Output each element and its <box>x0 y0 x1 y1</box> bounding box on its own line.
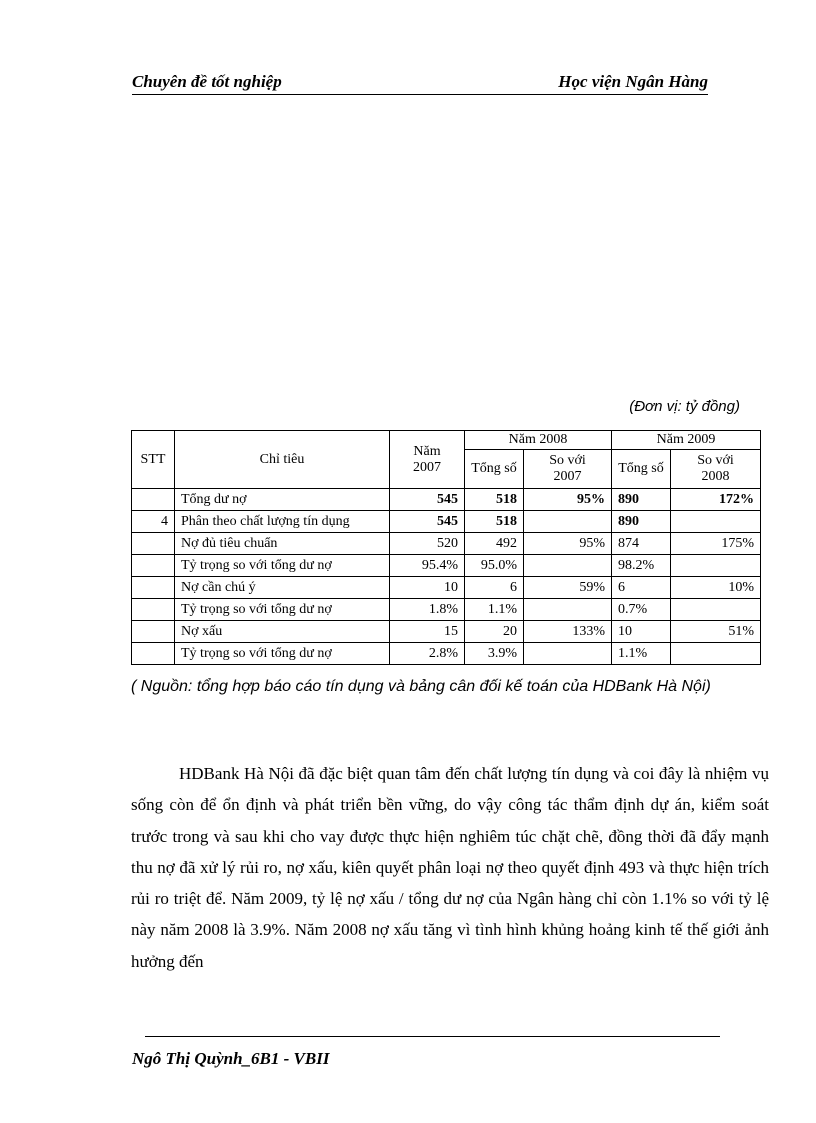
table-row <box>132 555 761 577</box>
row-value-2007: 10 <box>390 577 465 599</box>
row-cmp-2009: 172% <box>671 489 761 511</box>
header-group-2009: Năm 2009 <box>612 431 761 450</box>
header-stt: STT <box>132 431 175 489</box>
row-value-2007: 545 <box>390 511 465 533</box>
row-cmp-2009: 10% <box>671 577 761 599</box>
row-total-2009: 6 <box>612 577 671 599</box>
row-label: Tổng dư nợ <box>175 489 390 511</box>
row-label: Nợ cần chú ý <box>175 577 390 599</box>
row-cmp-2009 <box>671 555 761 577</box>
row-cmp-2008: 95% <box>524 533 612 555</box>
header-indicator: Chỉ tiêu <box>175 431 390 489</box>
row-cmp-2008: 133% <box>524 621 612 643</box>
table-row <box>132 511 761 533</box>
table-row <box>132 643 761 665</box>
header-total-2009: Tổng số <box>612 450 671 489</box>
table-row <box>132 577 761 599</box>
row-total-2009: 874 <box>612 533 671 555</box>
row-total-2009: 98.2% <box>612 555 671 577</box>
row-stt: 4 <box>132 511 175 533</box>
row-total-2009: 0.7% <box>612 599 671 621</box>
row-total-2008: 518 <box>465 489 524 511</box>
row-cmp-2008 <box>524 643 612 665</box>
header-total-2008: Tổng số <box>465 450 524 489</box>
header-right-title: Học viện Ngân Hàng <box>558 72 708 91</box>
row-total-2009: 10 <box>612 621 671 643</box>
row-label: Nợ xấu <box>175 621 390 643</box>
row-cmp-2008: 59% <box>524 577 612 599</box>
header-group-2008: Năm 2008 <box>465 431 612 450</box>
row-stt <box>132 599 175 621</box>
footer-rule <box>145 1036 720 1037</box>
row-cmp-2009: 175% <box>671 533 761 555</box>
row-cmp-2009: 51% <box>671 621 761 643</box>
row-total-2008: 3.9% <box>465 643 524 665</box>
row-stt <box>132 555 175 577</box>
row-cmp-2009 <box>671 643 761 665</box>
table-body <box>132 489 761 665</box>
row-cmp-2008 <box>524 555 612 577</box>
row-total-2008: 518 <box>465 511 524 533</box>
row-cmp-2009 <box>671 599 761 621</box>
unit-note: (Đơn vị: tỷ đồng) <box>629 398 740 415</box>
row-value-2007: 1.8% <box>390 599 465 621</box>
credit-quality-table <box>131 430 761 665</box>
row-cmp-2009 <box>671 511 761 533</box>
row-total-2009: 890 <box>612 511 671 533</box>
page-footer: Ngô Thị Quỳnh_6B1 - VBII <box>132 1049 330 1068</box>
row-label: Phân theo chất lượng tín dụng <box>175 511 390 533</box>
row-label: Nợ đủ tiêu chuẩn <box>175 533 390 555</box>
header-cmp-2009: So với 2008 <box>671 450 761 489</box>
row-total-2008: 6 <box>465 577 524 599</box>
header-left-title: Chuyên đề tốt nghiệp <box>132 72 282 91</box>
row-cmp-2008 <box>524 511 612 533</box>
table-row <box>132 489 761 511</box>
header-2007: Năm 2007 <box>390 431 465 489</box>
row-stt <box>132 533 175 555</box>
table-row <box>132 533 761 555</box>
body-paragraph: HDBank Hà Nội đã đặc biệt quan tâm đến chất lượng tín dụng và coi đây là nhiệm vụ sống còn để ổn định và phát triển bền vững, do vậy công tác thẩm định dự án, kiểm soát trước trong và sau khi cho vay được thực hiện nghiêm túc chặt chẽ, đồng thời đã đẩy mạnh thu nợ đã xử lý rủi ro, nợ xấu, kiên quyết phân loại nợ theo quyết định 493 và thực hiện trích rủi ro triệt để. Năm 2009, tỷ lệ nợ xấu / tổng dư nợ của Ngân hàng chỉ còn 1.1% so với tỷ lệ này năm 2008 là 3.9%. Năm 2008 nợ xấu tăng vì tình hình khủng hoảng kinh tế thế giới ảnh hưởng đến <box>131 764 769 971</box>
header-cmp-2008: So với 2007 <box>524 450 612 489</box>
row-total-2009: 1.1% <box>612 643 671 665</box>
row-total-2009: 890 <box>612 489 671 511</box>
row-label: Tỷ trọng so với tổng dư nợ <box>175 555 390 577</box>
row-total-2008: 492 <box>465 533 524 555</box>
row-stt <box>132 577 175 599</box>
page-header <box>132 70 708 95</box>
row-value-2007: 15 <box>390 621 465 643</box>
row-stt <box>132 621 175 643</box>
row-label: Tỷ trọng so với tổng dư nợ <box>175 599 390 621</box>
row-label: Tỷ trọng so với tổng dư nợ <box>175 643 390 665</box>
table-row <box>132 599 761 621</box>
row-total-2008: 1.1% <box>465 599 524 621</box>
row-value-2007: 520 <box>390 533 465 555</box>
row-value-2007: 2.8% <box>390 643 465 665</box>
row-cmp-2008: 95% <box>524 489 612 511</box>
table-header-row <box>132 431 761 450</box>
row-value-2007: 545 <box>390 489 465 511</box>
row-total-2008: 20 <box>465 621 524 643</box>
row-cmp-2008 <box>524 599 612 621</box>
row-total-2008: 95.0% <box>465 555 524 577</box>
row-stt <box>132 489 175 511</box>
row-value-2007: 95.4% <box>390 555 465 577</box>
row-stt <box>132 643 175 665</box>
source-note: ( Nguồn: tổng hợp báo cáo tín dụng và bảng cân đối kế toán của HDBank Hà Nội) <box>131 678 711 695</box>
table-row <box>132 621 761 643</box>
